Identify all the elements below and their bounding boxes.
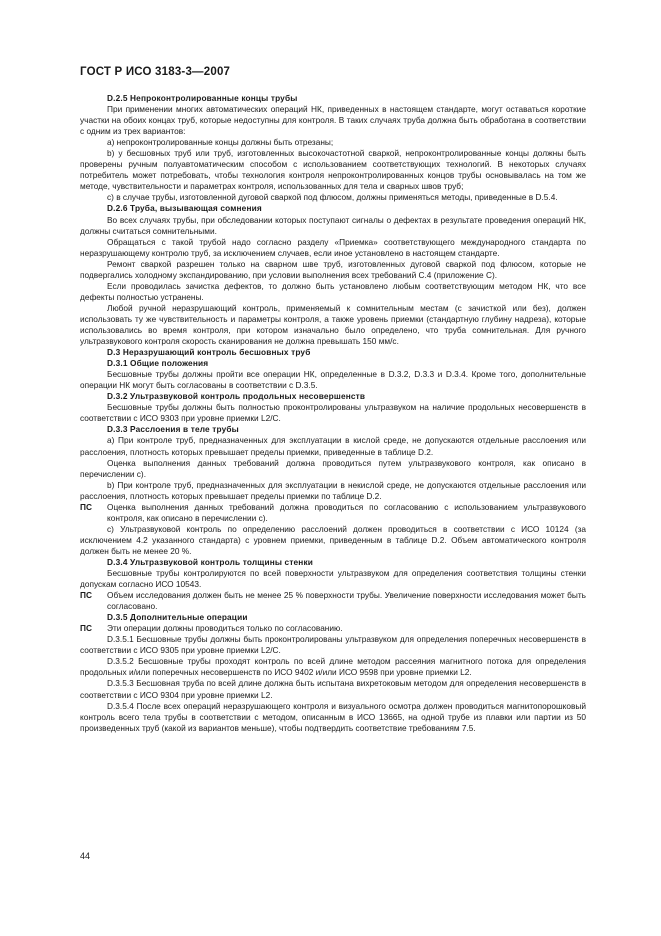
paragraph: D.3.5.3 Бесшовная труба по всей длине должна быть испытана вихретоковым методом для определения несовершенств в соответствии с ИСО 9304 при уровне приемки L2. — [80, 678, 586, 700]
ps-note — [80, 590, 586, 612]
ps-note — [80, 502, 586, 524]
section-heading-d-3: D.3 Неразрушающий контроль бесшовных труб — [107, 347, 311, 358]
paragraph: Во всех случаях трубы, при обследовании которых поступают сигналы о дефектах в результате проведения операций НК, должны считаться сомнительными. — [80, 214, 586, 236]
section-heading-d-3-5: D.3.5 Дополнительные операции — [107, 612, 248, 623]
list-item: a) непроконтролированные концы должны быть отрезаны; — [107, 137, 334, 148]
ps-note — [80, 623, 586, 634]
section-heading-d-3-3: D.3.3 Расслоения в теле трубы — [107, 424, 239, 435]
paragraph: Ремонт сваркой разрешен только на сварном шве труб, изготовленных дуговой сваркой под флюсом, которые не подвергались холодному экспандированию, при условии выполнения всех требований С.4 (приложение С). — [80, 258, 586, 280]
ps-marker: ПС — [80, 623, 92, 634]
paragraph: D.3.5.2 Бесшовные трубы проходят контроль по всей длине методом рассеяния магнитного потока для определения продольных и/или поперечных несовершенств по ИСО 9402 и/или ИСО 9598 при уровне приемки L2. — [80, 656, 586, 678]
document-body — [80, 93, 586, 734]
list-item: c) в случае трубы, изготовленной дуговой сваркой под флюсом, должны применяться методы, приведенные в D.5.4. — [107, 192, 558, 203]
paragraph: Бесшовные трубы должны пройти все операции НК, определенные в D.3.2, D.3.3 и D.3.4. Кроме того, дополнительные операции НК могут быть согласованы в соответствии с D.3.5. — [80, 369, 586, 391]
ps-note-text: Оценка выполнения данных требований должна проводиться по согласованию с использованием ультразвукового контроля, как описано в перечислении с). — [107, 501, 586, 523]
page-number: 44 — [80, 851, 91, 861]
list-item: a) При контроле труб, предназначенных для эксплуатации в кислой среде, не допускаются отдельные расслоения или расслоения, плотность которых превышает пределы приемки, приведенные в таблице D.2. — [80, 435, 586, 457]
section-heading-d-2-6: D.2.6 Труба, вызывающая сомнения — [107, 203, 262, 214]
paragraph: Бесшовные трубы должны быть полностью проконтролированы ультразвуком на наличие продольных несовершенств в соответствии с ИСО 9303 при уровне приемки L2/C. — [80, 402, 586, 424]
paragraph: Любой ручной неразрушающий контроль, применяемый к сомнительным местам (с зачисткой или без), должен использовать ту же чувствительность и параметры контроля, а также уровень приемки (стандартную глубину надреза), которые использовались во время контроля, при котором изначально было определено, что труба сомнительная. Для ручного ультразвукового контроля скорость сканирования не должна превышать 150 мм/с. — [80, 302, 586, 347]
ps-marker: ПС — [80, 590, 92, 601]
paragraph: При применении многих автоматических операций НК, приведенных в настоящем стандарте, могут оставаться короткие участки на обоих концах труб, которые недоступны для контроля. В таких случаях труба должна быть обработана в соответствии с одним из трех вариантов: — [80, 104, 586, 137]
list-item: b) При контроле труб, предназначенных для эксплуатации в некислой среде, не допускаются отдельные расслоения или расслоения, плотность которых превышает пределы приемки по таблице D.2. — [80, 479, 586, 501]
paragraph: Если проводилась зачистка дефектов, то должно быть установлено любым соответствующим методом НК, что все дефекты полностью устранены. — [80, 280, 586, 302]
section-heading-d-2-5: D.2.5 Непроконтролированные концы трубы — [107, 93, 298, 103]
paragraph: Обращаться с такой трубой надо согласно разделу «Приемка» соответствующего международного стандарта по неразрушающему контролю труб, за исключением случаев, если иное установлено в настоящем стандарте. — [80, 236, 586, 258]
list-item: b) у бесшовных труб или труб, изготовленных высокочастотной сваркой, непроконтролированные концы должны быть проверены ручным полуавтоматическим способом с использованием соответствующих технологий. В некоторых случаях потребитель может потребовать, чтобы технология контроля непроконтролированных концов трубы основывалась на том же методе, чувствительности и параметрах контроля, использованных для тела и сварных швов труб; — [80, 148, 586, 192]
ps-note-text: Эти операции должны проводиться только по согласованию. — [107, 623, 343, 634]
paragraph: Оценка выполнения данных требований должна проводиться путем ультразвукового контроля, как описано в перечислении с). — [80, 457, 586, 479]
document-header: ГОСТ Р ИСО 3183-3—2007 — [80, 66, 231, 78]
ps-note-text: Объем исследования должен быть не менее 25 % поверхности трубы. Увеличение поверхности исследования может быть согласовано. — [107, 590, 586, 612]
list-item: c) Ультразвуковой контроль по определению расслоений должен проводиться в соответствии с ИСО 10124 (за исключением 4.2 указанного стандарта) с уровнем приемки, приведенным в таблице D.2. Объем автоматического контроля должен быть не менее 20 %. — [80, 523, 586, 556]
paragraph: D.3.5.4 После всех операций неразрушающего контроля и визуального осмотра должен проводиться магнитопорошковый контроль всего тела трубы в соответствии с методом, описанным в ИСО 13665, на одной трубе из плавки или партии из 50 произведенных труб (какой из вариантов меньше), чтобы подтвердить соответствие требованиям 7.5. — [80, 700, 586, 733]
section-heading-d-3-4: D.3.4 Ультразвуковой контроль толщины стенки — [107, 556, 314, 567]
paragraph: Бесшовные трубы контролируются по всей поверхности ультразвуком для определения соответствия толщины стенки допускам согласно ИСО 10543. — [80, 568, 586, 590]
section-heading-d-3-1: D.3.1 Общие положения — [107, 358, 209, 369]
section-heading-d-3-2: D.3.2 Ультразвуковой контроль продольных несовершенств — [107, 391, 366, 402]
ps-marker: ПС — [80, 501, 92, 512]
paragraph: D.3.5.1 Бесшовные трубы должны быть проконтролированы ультразвуком для определения поперечных несовершенств в соответствии с ИСО 9305 при уровне приемки L2/C. — [80, 634, 586, 656]
